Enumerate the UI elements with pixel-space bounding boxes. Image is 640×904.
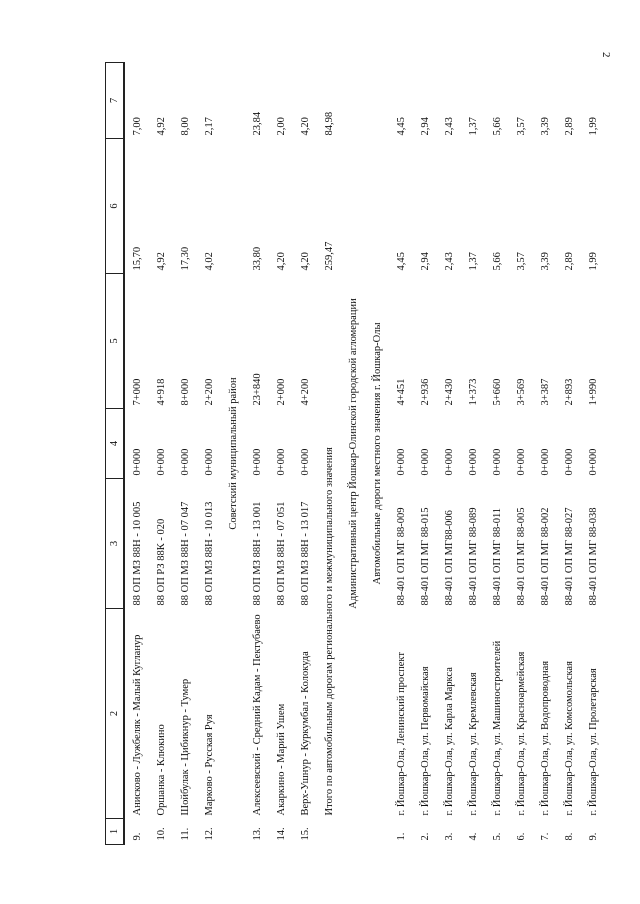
road-length: 17,30	[179, 246, 191, 271]
road-length: 3,57	[515, 252, 527, 271]
start-km: 0+000	[539, 448, 551, 476]
row-number: 12.	[203, 827, 215, 841]
table-row	[173, 63, 197, 845]
total-length: 8,00	[179, 117, 191, 136]
header-col-4: 4	[106, 409, 125, 479]
section-title-local: Автомобильные дороги местного значения г. Йошкар-Олы	[371, 322, 383, 585]
road-name: Алексеевский - Средний Кадам - Пектубаево	[251, 614, 263, 816]
start-km: 0+000	[443, 448, 455, 476]
start-km: 0+000	[467, 448, 479, 476]
header-col-3: 3	[106, 479, 125, 609]
road-code: 88 ОП МЗ 88Н - 13 001	[251, 501, 263, 606]
road-code: 88 ОП МЗ 88Н - 13 017	[299, 501, 311, 606]
start-km: 0+000	[419, 448, 431, 476]
start-km: 0+000	[275, 448, 287, 476]
end-km: 7+000	[131, 378, 143, 406]
end-km: 4+918	[155, 378, 167, 406]
header-col-1: 1	[106, 819, 125, 845]
start-km: 0+000	[395, 448, 407, 476]
road-code: 88 ОП МЗ 88Н - 10 013	[203, 501, 215, 606]
road-length: 1,37	[467, 252, 479, 271]
header-col-5: 5	[106, 274, 125, 409]
road-name: Анисково - Лужбеляк - Малый Кугланур	[131, 634, 143, 816]
table-row	[557, 63, 581, 845]
total-length: 2,17	[203, 117, 215, 136]
total-length: 23,84	[251, 111, 263, 136]
total-length: 4,92	[155, 117, 167, 136]
table-row	[509, 63, 533, 845]
table-row	[437, 63, 461, 845]
road-code: 88 ОП МЗ 88Н - 10 005	[131, 501, 143, 606]
road-name: г. Йошкар-Ола, ул. Красноармейская	[515, 651, 527, 816]
road-code: 88-401 ОП МГ 88-027	[563, 507, 575, 606]
total-row-spacer	[317, 819, 341, 845]
end-km: 1+990	[587, 378, 599, 406]
total-length: 3,39	[539, 117, 551, 136]
total-length: 5,66	[491, 117, 503, 136]
row-number: 7.	[539, 832, 551, 841]
road-code: 88-401 ОП МГ 88-011	[491, 507, 503, 606]
table-row	[461, 63, 485, 845]
end-km: 2+200	[203, 378, 215, 406]
end-km: 2+936	[419, 378, 431, 406]
road-code: 88-401 ОП МГ 88-015	[419, 507, 431, 606]
road-length: 4,20	[299, 252, 311, 271]
total-length: 4,20	[299, 117, 311, 136]
road-code: 88-401 ОП МГ 88-002	[539, 507, 551, 606]
road-name: Оршанка - Клюкино	[155, 724, 167, 816]
section-row	[341, 63, 365, 845]
road-length: 2,89	[563, 252, 575, 271]
table-row	[124, 63, 149, 845]
table-row	[581, 63, 605, 845]
end-km: 3+569	[515, 378, 527, 406]
total-length: 3,57	[515, 117, 527, 136]
road-name: г. Йошкар-Ола, ул. Карла Маркса	[443, 667, 455, 816]
start-km: 0+000	[251, 448, 263, 476]
row-number: 2.	[419, 832, 431, 841]
end-km: 1+373	[467, 378, 479, 406]
row-number: 3.	[443, 832, 455, 841]
road-code: 88-401 ОП МГ 88-089	[467, 507, 479, 606]
end-km: 5+660	[491, 378, 503, 406]
road-code: 88-401 ОП МГ88-006	[443, 510, 455, 606]
section-title-admin: Административный центр Йошкар-Олинской городской агломерации	[347, 298, 359, 609]
row-number: 9.	[131, 832, 143, 841]
page-number: 2	[600, 52, 612, 58]
total-sum: 84,98	[323, 111, 335, 136]
total-length: 4,45	[395, 117, 407, 136]
section-row	[221, 63, 245, 845]
road-length: 3,39	[539, 252, 551, 271]
total-length: 1,37	[467, 117, 479, 136]
start-km: 0+000	[155, 448, 167, 476]
start-km: 0+000	[131, 448, 143, 476]
road-length: 4,45	[395, 252, 407, 271]
row-number: 15.	[299, 827, 311, 841]
table-row	[533, 63, 557, 845]
road-code: 88 ОП МЗ 88Н - 07 047	[179, 501, 191, 606]
table-row	[149, 63, 173, 845]
end-km: 2+000	[275, 378, 287, 406]
road-length: 2,94	[419, 252, 431, 271]
road-name: Шойбулак - Цибикнур - Тумер	[179, 678, 191, 816]
end-km: 4+200	[299, 378, 311, 406]
end-km: 3+387	[539, 378, 551, 406]
total-length-sum: 259,47	[323, 241, 335, 271]
road-name: г. Йошкар-Ола, ул. Машиностроителей	[491, 640, 503, 816]
road-code: 88-401 ОП МГ 88-005	[515, 507, 527, 606]
table-row	[269, 63, 293, 845]
total-row	[317, 63, 341, 845]
start-km: 0+000	[587, 448, 599, 476]
road-length: 5,66	[491, 252, 503, 271]
road-length: 4,92	[155, 252, 167, 271]
road-name: г. Йошкар-Ола, Ленинский проспект	[395, 652, 407, 816]
road-name: Верх-Ушнур - Куркумбал - Колокуда	[299, 651, 311, 816]
road-length: 4,02	[203, 252, 215, 271]
end-km: 2+430	[443, 378, 455, 406]
row-number: 4.	[467, 832, 479, 841]
row-number: 11.	[179, 827, 191, 841]
total-length: 1,99	[587, 117, 599, 136]
start-km: 0+000	[491, 448, 503, 476]
row-number: 8.	[563, 832, 575, 841]
rotated-page-content	[105, 63, 609, 845]
road-name: г. Йошкар-Ола, ул. Водопроводная	[539, 660, 551, 816]
road-name: г. Йошкар-Ола, ул. Первомайская	[419, 666, 431, 816]
row-number: 14.	[275, 827, 287, 841]
road-name: г. Йошкар-Ола, ул. Пролетарская	[587, 668, 599, 816]
start-km: 0+000	[515, 448, 527, 476]
total-length: 2,43	[443, 117, 455, 136]
end-km: 2+893	[563, 378, 575, 406]
start-km: 0+000	[299, 448, 311, 476]
total-length: 7,00	[131, 117, 143, 136]
end-km: 4+451	[395, 378, 407, 406]
end-km: 23+840	[251, 373, 263, 406]
row-number: 10.	[155, 827, 167, 841]
road-length: 2,43	[443, 252, 455, 271]
table-row	[485, 63, 509, 845]
total-length: 2,00	[275, 117, 287, 136]
road-length: 15,70	[131, 246, 143, 271]
road-name: Акаркино - Марий Ушем	[275, 703, 287, 816]
start-km: 0+000	[563, 448, 575, 476]
road-code: 88-401 ОП МГ 88-009	[395, 507, 407, 606]
road-code: 88 ОП РЗ 88К - 020	[155, 518, 167, 606]
header-col-2: 2	[106, 609, 125, 819]
section-title-sovetsky: Советский муниципальный район	[227, 377, 239, 530]
end-km: 8+000	[179, 378, 191, 406]
total-label: Итого по автомобильным дорогам регионального и межмуниципального значения	[323, 447, 335, 816]
row-number: 6.	[515, 832, 527, 841]
road-length: 33,80	[251, 246, 263, 271]
row-number: 9.	[587, 832, 599, 841]
road-code: 88 ОП МЗ 88Н - 07 051	[275, 501, 287, 606]
table-header-row	[106, 63, 125, 845]
road-length: 1,99	[587, 252, 599, 271]
roads-table	[105, 62, 605, 845]
road-name: г. Йошкар-Ола, ул. Кремлевская	[467, 672, 479, 816]
road-code: 88-401 ОП МГ 88-038	[587, 507, 599, 606]
table-row	[389, 63, 413, 845]
total-length: 2,89	[563, 117, 575, 136]
header-col-7: 7	[106, 63, 125, 139]
total-length: 2,94	[419, 117, 431, 136]
row-number: 13.	[251, 827, 263, 841]
table-row	[293, 63, 317, 845]
road-name: Марково - Русская Руя	[203, 714, 215, 816]
row-number: 5.	[491, 832, 503, 841]
table-row	[413, 63, 437, 845]
road-length: 4,20	[275, 252, 287, 271]
start-km: 0+000	[203, 448, 215, 476]
table-row	[245, 63, 269, 845]
header-col-6: 6	[106, 139, 125, 274]
row-number: 1.	[395, 832, 407, 841]
section-row	[365, 63, 389, 845]
road-name: г. Йошкар-Ола, ул. Комсомольская	[563, 661, 575, 816]
start-km: 0+000	[179, 448, 191, 476]
table-row	[197, 63, 221, 845]
